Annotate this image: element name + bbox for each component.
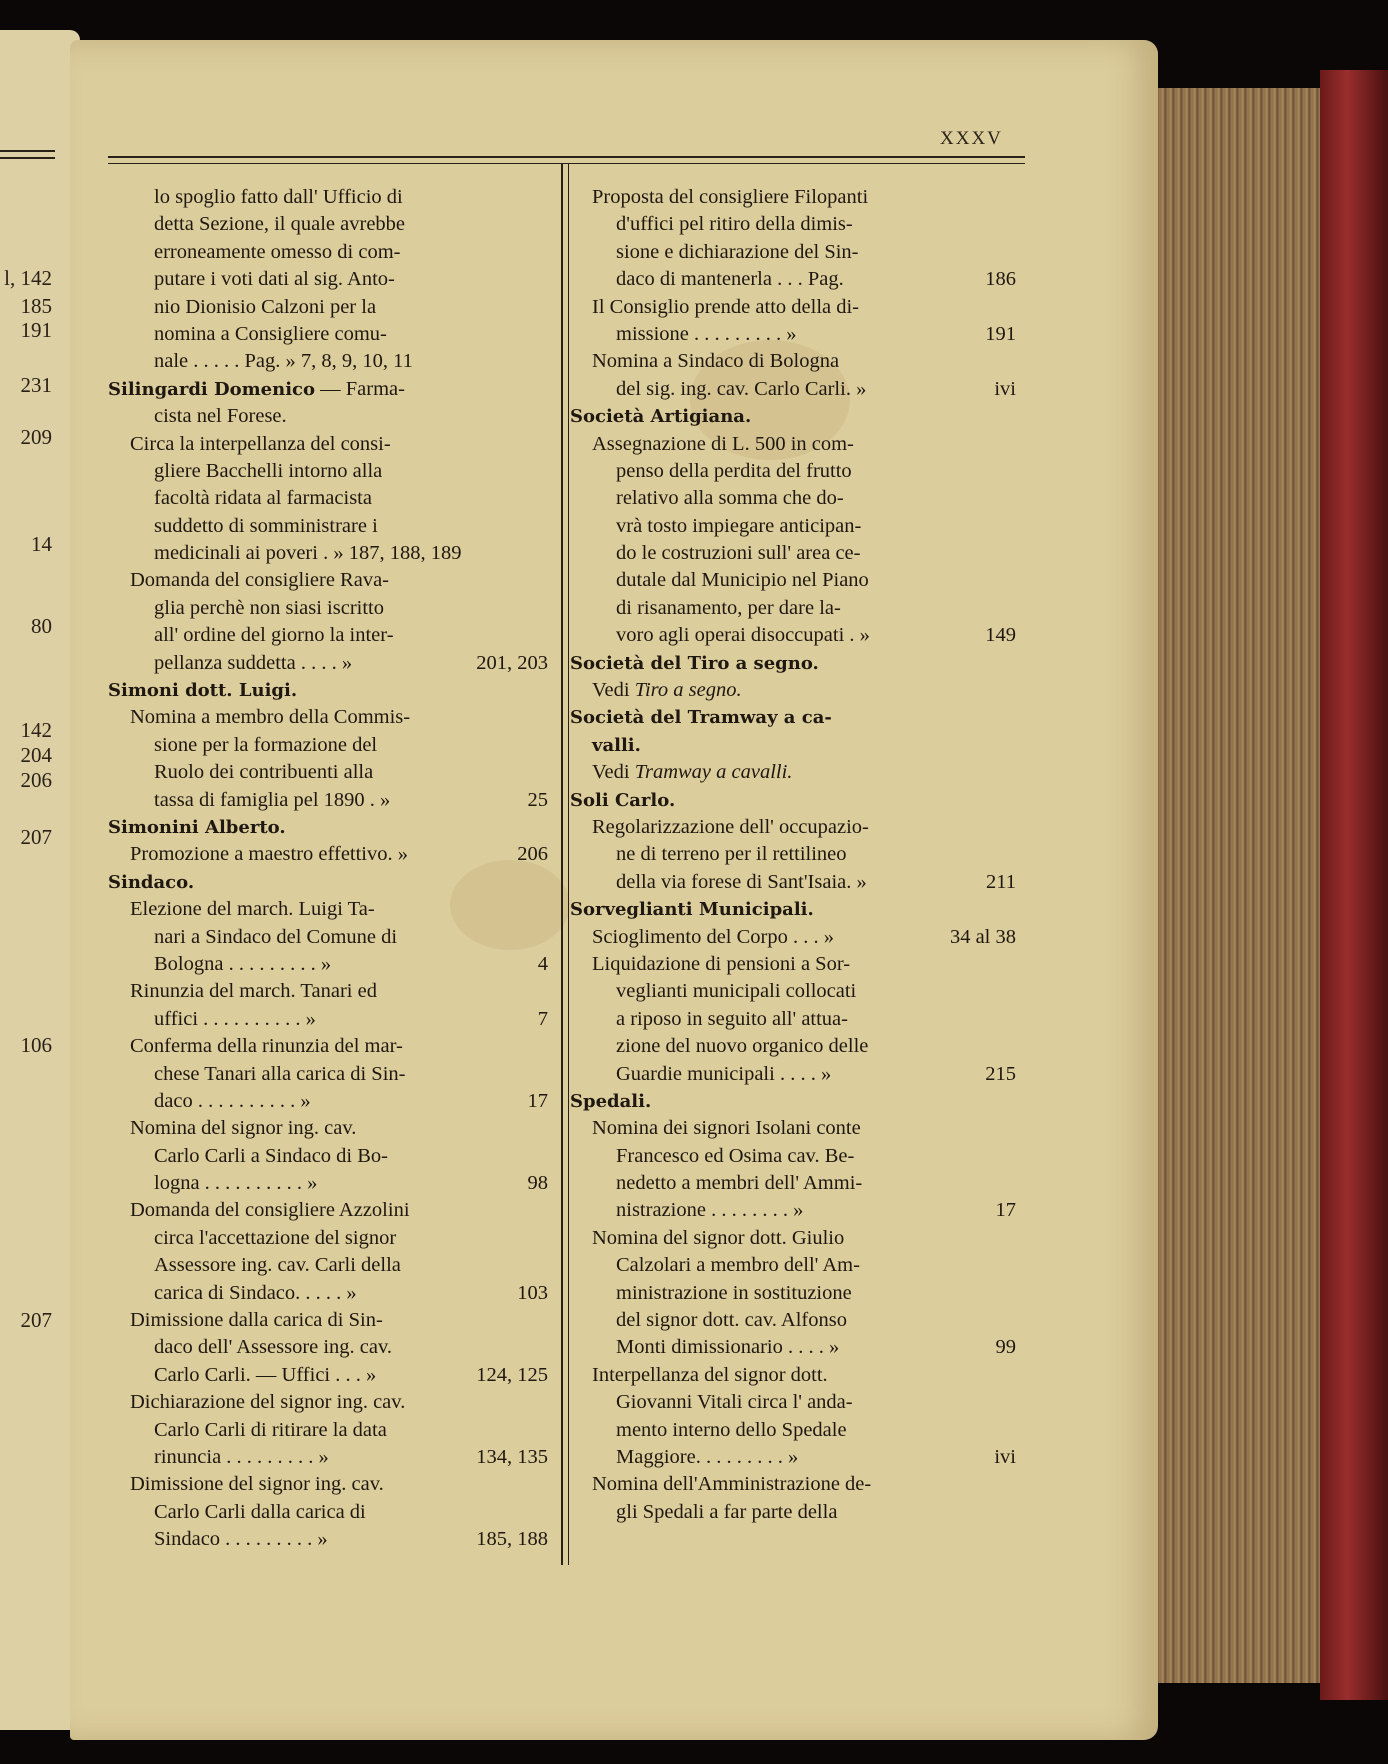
left-page-rule [0, 157, 55, 159]
index-entry [570, 321, 1016, 348]
index-entry [570, 595, 1016, 622]
index-entry [108, 266, 548, 293]
entry-text: gli Spedali a far parte della [616, 1500, 838, 1523]
entry-text: Simonini Alberto. [108, 816, 286, 838]
index-entry [108, 1417, 548, 1444]
entry-page-ref: 211 [986, 870, 1016, 893]
index-entry [108, 1362, 548, 1389]
entry-text: ministrazione in sostituzione [616, 1281, 852, 1304]
left-page-number: 80 [31, 614, 52, 638]
entry-text: Rinunzia del march. Tanari ed [130, 980, 377, 1003]
index-heading [108, 677, 548, 704]
entry-text: Ruolo dei contribuenti alla [154, 761, 374, 784]
index-entry [570, 1307, 1016, 1334]
header-rule [108, 156, 1025, 158]
index-entry [570, 1334, 1016, 1361]
index-entry [108, 1197, 548, 1224]
index-entry [108, 1061, 548, 1088]
index-entry [570, 1061, 1016, 1088]
index-heading [570, 1088, 1016, 1115]
index-heading [570, 403, 1016, 430]
index-column-right [570, 184, 1016, 1526]
entry-text: medicinali ai poveri . » 187, 188, 189 [154, 542, 462, 565]
index-entry [570, 540, 1016, 567]
column-divider [561, 163, 569, 1565]
entry-text: Nomina del signor ing. cav. [130, 1117, 357, 1140]
entry-text: Circa la interpellanza del consi- [130, 432, 391, 455]
index-entry [570, 1444, 1016, 1471]
index-heading [108, 869, 548, 896]
entry-page-ref: 4 [537, 952, 548, 975]
index-entry [570, 239, 1016, 266]
book-cover-edge [1320, 70, 1388, 1700]
entry-text: Simoni dott. Luigi. [108, 680, 298, 702]
entry-page-ref: 25 [527, 788, 548, 811]
index-entry [108, 1444, 548, 1471]
left-page-number: 185 [20, 294, 52, 318]
entry-text: Carlo Carli. — Uffici . . . » [154, 1363, 377, 1386]
entry-page-ref: 17 [995, 1199, 1016, 1222]
left-page-number: 14 [31, 532, 52, 556]
entry-text: do le costruzioni sull' area ce- [616, 542, 861, 565]
entry-text: circa l'accettazione del signor [154, 1226, 397, 1249]
entry-page-ref: 206 [517, 843, 548, 866]
index-entry [108, 951, 548, 978]
index-entry [570, 266, 1016, 293]
index-entry [570, 1417, 1016, 1444]
left-page-number: 191 [20, 318, 52, 342]
index-entry [108, 896, 548, 923]
entry-text: nio Dionisio Calzoni per la [154, 295, 377, 318]
index-entry [108, 513, 548, 540]
index-heading [570, 732, 1016, 759]
index-entry [570, 1170, 1016, 1197]
index-entry [108, 650, 548, 677]
entry-text: nedetto a membri dell' Ammi- [616, 1172, 863, 1195]
entry-text: della via forese di Sant'Isaia. » [616, 870, 867, 893]
index-column-left [108, 184, 548, 1554]
index-entry [570, 458, 1016, 485]
entry-text: Assegnazione di L. 500 in com- [592, 432, 854, 455]
entry-text: Società Artigiana. [570, 406, 752, 428]
entry-text: cista nel Forese. [154, 405, 287, 428]
book-page-edges [1152, 88, 1320, 1683]
entry-text: uffici . . . . . . . . . . » [154, 1007, 316, 1030]
entry-page-ref: 149 [985, 624, 1016, 647]
entry-text: carica di Sindaco. . . . . » [154, 1281, 357, 1304]
index-heading [570, 787, 1016, 814]
entry-text: Proposta del consigliere Filopanti [592, 186, 869, 208]
entry-text: Nomina dell'Amministrazione de- [592, 1473, 872, 1496]
entry-text: di risanamento, per dare la- [616, 596, 841, 619]
entry-text: Francesco ed Osima cav. Be- [616, 1144, 855, 1167]
entry-text: Assessore ing. cav. Carli della [154, 1254, 401, 1277]
entry-text: chese Tanari alla carica di Sin- [154, 1062, 406, 1085]
entry-text: dutale dal Municipio nel Piano [616, 569, 869, 592]
entry-text: Dimissione del signor ing. cav. [130, 1473, 384, 1496]
index-entry [570, 348, 1016, 375]
entry-text: Soli Carlo. [570, 789, 676, 811]
index-entry [108, 403, 548, 430]
index-heading [570, 704, 1016, 731]
entry-text: Società del Tramway a ca- [570, 707, 832, 729]
left-page-number: 207 [20, 1308, 52, 1332]
entry-text: sione e dichiarazione del Sin- [616, 240, 859, 263]
index-entry [108, 294, 548, 321]
index-entry [570, 485, 1016, 512]
left-page-number: 231 [20, 373, 52, 397]
entry-text: Giovanni Vitali circa l' anda- [616, 1391, 853, 1414]
entry-page-ref: 134, 135 [476, 1445, 548, 1468]
index-entry [570, 1499, 1016, 1526]
entry-text: del signor dott. cav. Alfonso [616, 1309, 847, 1332]
entry-page-ref: 103 [517, 1281, 548, 1304]
entry-page-ref: 215 [985, 1062, 1016, 1085]
index-entry [570, 622, 1016, 649]
entry-page-ref: 7 [537, 1007, 548, 1030]
entry-text: Vedi Tramway a cavalli. [592, 761, 793, 784]
index-entry [570, 1143, 1016, 1170]
entry-text: Dimissione dalla carica di Sin- [130, 1309, 383, 1332]
entry-text: missione . . . . . . . . . » [616, 322, 797, 345]
index-entry [570, 1471, 1016, 1498]
left-page-number: 206 [20, 768, 52, 792]
entry-page-ref: ivi [994, 1445, 1016, 1468]
entry-text: Il Consiglio prende atto della di- [592, 295, 860, 318]
entry-text: Nomina a membro della Commis- [130, 706, 411, 729]
entry-text: veglianti municipali collocati [616, 980, 857, 1003]
index-entry [108, 458, 548, 485]
index-entry [570, 951, 1016, 978]
entry-text: Regolarizzazione dell' occupazio- [592, 815, 869, 838]
index-entry [570, 567, 1016, 594]
index-entry [108, 1389, 548, 1416]
entry-page-ref: ivi [994, 377, 1016, 400]
left-page-number: l, 142 [4, 266, 52, 290]
entry-text: del sig. ing. cav. Carlo Carli. » [616, 377, 867, 400]
index-entry [108, 540, 548, 567]
entry-text: zione del nuovo organico delle [616, 1035, 869, 1058]
index-entry [570, 376, 1016, 403]
index-heading [570, 650, 1016, 677]
index-entry [108, 431, 548, 458]
entry-page-ref: 201, 203 [476, 651, 548, 674]
entry-text: Dichiarazione del signor ing. cav. [130, 1391, 406, 1414]
index-heading [108, 814, 548, 841]
left-page-number: 207 [20, 825, 52, 849]
index-entry [570, 431, 1016, 458]
entry-text: pellanza suddetta . . . . » [154, 651, 353, 674]
entry-text: Nomina a Sindaco di Bologna [592, 350, 840, 373]
entry-text: Maggiore. . . . . . . . . » [616, 1445, 799, 1468]
entry-text: a riposo in seguito all' attua- [616, 1007, 848, 1030]
index-entry [108, 1006, 548, 1033]
index-entry [108, 1471, 548, 1498]
index-entry [570, 1033, 1016, 1060]
index-entry [570, 759, 1016, 786]
entry-text: erroneamente omesso di com- [154, 240, 401, 263]
entry-text: Vedi Tiro a segno. [592, 679, 742, 702]
index-entry [570, 294, 1016, 321]
index-entry [570, 814, 1016, 841]
index-entry [570, 1197, 1016, 1224]
index-entry [108, 1280, 548, 1307]
entry-page-ref: 99 [995, 1336, 1016, 1359]
index-entry [108, 1307, 548, 1334]
index-entry [570, 211, 1016, 238]
index-entry [570, 841, 1016, 868]
entry-text: Liquidazione di pensioni a Sor- [592, 952, 851, 975]
index-entry [108, 321, 548, 348]
left-page-number: 106 [20, 1033, 52, 1057]
entry-text: putare i voti dati al sig. Anto- [154, 268, 395, 291]
entry-text: detta Sezione, il quale avrebbe [154, 213, 406, 236]
entry-page-ref: 98 [527, 1172, 548, 1195]
facing-left-page [0, 30, 80, 1730]
index-entry [108, 239, 548, 266]
index-entry [570, 1225, 1016, 1252]
entry-text: Promozione a maestro effettivo. » [130, 843, 409, 866]
entry-text: suddetto di somministrare i [154, 514, 378, 537]
left-page-number: 209 [20, 425, 52, 449]
left-page-rule [0, 150, 55, 152]
entry-text: Silingardi Domenico — Farma- [108, 377, 405, 400]
entry-text: Carlo Carli di ritirare la data [154, 1418, 387, 1441]
entry-text: logna . . . . . . . . . . » [154, 1172, 318, 1195]
index-entry [108, 1334, 548, 1361]
index-entry [570, 924, 1016, 951]
entry-text: all' ordine del giorno la inter- [154, 624, 394, 647]
index-entry [108, 1225, 548, 1252]
entry-text: nomina a Consigliere comu- [154, 322, 387, 345]
entry-text: Nomina dei signori Isolani conte [592, 1117, 861, 1140]
index-entry [108, 348, 548, 375]
entry-text: nale . . . . . Pag. » 7, 8, 9, 10, 11 [154, 350, 413, 373]
entry-text: facoltà ridata al farmacista [154, 487, 372, 510]
entry-text: d'uffici pel ritiro della dimis- [616, 213, 853, 236]
index-entry [570, 184, 1016, 211]
entry-text: daco . . . . . . . . . . » [154, 1089, 311, 1112]
index-entry [108, 1033, 548, 1060]
entry-text: mento interno dello Spedale [616, 1418, 847, 1441]
index-entry [570, 1280, 1016, 1307]
entry-page-ref: 17 [527, 1089, 548, 1112]
entry-text: relativo alla somma che do- [616, 487, 844, 510]
entry-text: tassa di famiglia pel 1890 . » [154, 788, 391, 811]
entry-text: Interpellanza del signor dott. [592, 1363, 828, 1386]
entry-text: sione per la formazione del [154, 733, 378, 756]
entry-text: Conferma della rinunzia del mar- [130, 1035, 403, 1058]
left-page-number: 204 [20, 743, 52, 767]
index-entry [108, 759, 548, 786]
index-entry [570, 1362, 1016, 1389]
entry-text: gliere Bacchelli intorno alla [154, 459, 383, 482]
entry-text: nistrazione . . . . . . . . » [616, 1199, 804, 1222]
index-entry [570, 677, 1016, 704]
entry-text: ne di terreno per il rettilineo [616, 843, 847, 866]
index-entry [108, 1499, 548, 1526]
entry-text: daco dell' Assessore ing. cav. [154, 1336, 393, 1359]
entry-text: Monti dimissionario . . . . » [616, 1336, 840, 1359]
entry-page-ref: 191 [985, 322, 1016, 345]
entry-text: Sindaco . . . . . . . . . » [154, 1528, 328, 1551]
entry-text: Sindaco. [108, 871, 195, 893]
index-entry [108, 567, 548, 594]
index-entry [108, 1115, 548, 1142]
index-heading [108, 376, 548, 403]
entry-text: Carlo Carli a Sindaco di Bo- [154, 1144, 388, 1167]
index-entry [108, 978, 548, 1005]
entry-text: Nomina del signor dott. Giulio [592, 1226, 845, 1249]
index-entry [570, 869, 1016, 896]
entry-page-ref: 185, 188 [476, 1528, 548, 1551]
index-entry [570, 513, 1016, 540]
index-entry [108, 1526, 548, 1553]
entry-text: Domanda del consigliere Azzolini [130, 1199, 410, 1222]
entry-text: Calzolari a membro dell' Am- [616, 1254, 860, 1277]
entry-text: Società del Tiro a segno. [570, 652, 819, 674]
entry-text: nari a Sindaco del Comune di [154, 925, 398, 948]
index-entry [108, 787, 548, 814]
entry-text: Elezione del march. Luigi Ta- [130, 898, 375, 921]
entry-text: Bologna . . . . . . . . . » [154, 952, 332, 975]
index-entry [108, 732, 548, 759]
entry-text: voro agli operai disoccupati . » [616, 624, 870, 647]
entry-text: valli. [592, 734, 641, 756]
entry-text: Scioglimento del Corpo . . . » [592, 925, 834, 948]
index-entry [108, 1143, 548, 1170]
entry-page-ref: 124, 125 [476, 1363, 548, 1386]
entry-text: lo spoglio fatto dall' Ufficio di [154, 186, 403, 208]
entry-page-ref: 186 [985, 268, 1016, 291]
index-entry [108, 211, 548, 238]
page-number: XXXV [940, 128, 1003, 149]
entry-text: Domanda del consigliere Rava- [130, 569, 390, 592]
entry-text: daco di mantenerla . . . Pag. [616, 268, 844, 291]
entry-text: penso della perdita del frutto [616, 459, 852, 482]
index-entry [570, 1006, 1016, 1033]
entry-text: rinuncia . . . . . . . . . » [154, 1445, 329, 1468]
left-page-number: 142 [20, 718, 52, 742]
index-entry [570, 978, 1016, 1005]
index-entry [108, 924, 548, 951]
index-entry [108, 485, 548, 512]
index-entry [108, 595, 548, 622]
index-entry [570, 1115, 1016, 1142]
index-entry [108, 704, 548, 731]
index-entry [108, 1252, 548, 1279]
entry-text: Guardie municipali . . . . » [616, 1062, 832, 1085]
index-entry [108, 1088, 548, 1115]
entry-text: glia perchè non siasi iscritto [154, 596, 384, 619]
index-entry [570, 1389, 1016, 1416]
index-entry [108, 1170, 548, 1197]
index-entry [108, 841, 548, 868]
entry-text: vrà tosto impiegare anticipan- [616, 514, 862, 537]
index-heading [570, 896, 1016, 923]
entry-text: Spedali. [570, 1090, 652, 1112]
index-entry [108, 622, 548, 649]
index-entry [108, 184, 548, 211]
entry-page-ref: 34 al 38 [949, 925, 1016, 948]
entry-text: Carlo Carli dalla carica di [154, 1500, 366, 1523]
entry-text: Sorveglianti Municipali. [570, 899, 814, 921]
index-entry [570, 1252, 1016, 1279]
